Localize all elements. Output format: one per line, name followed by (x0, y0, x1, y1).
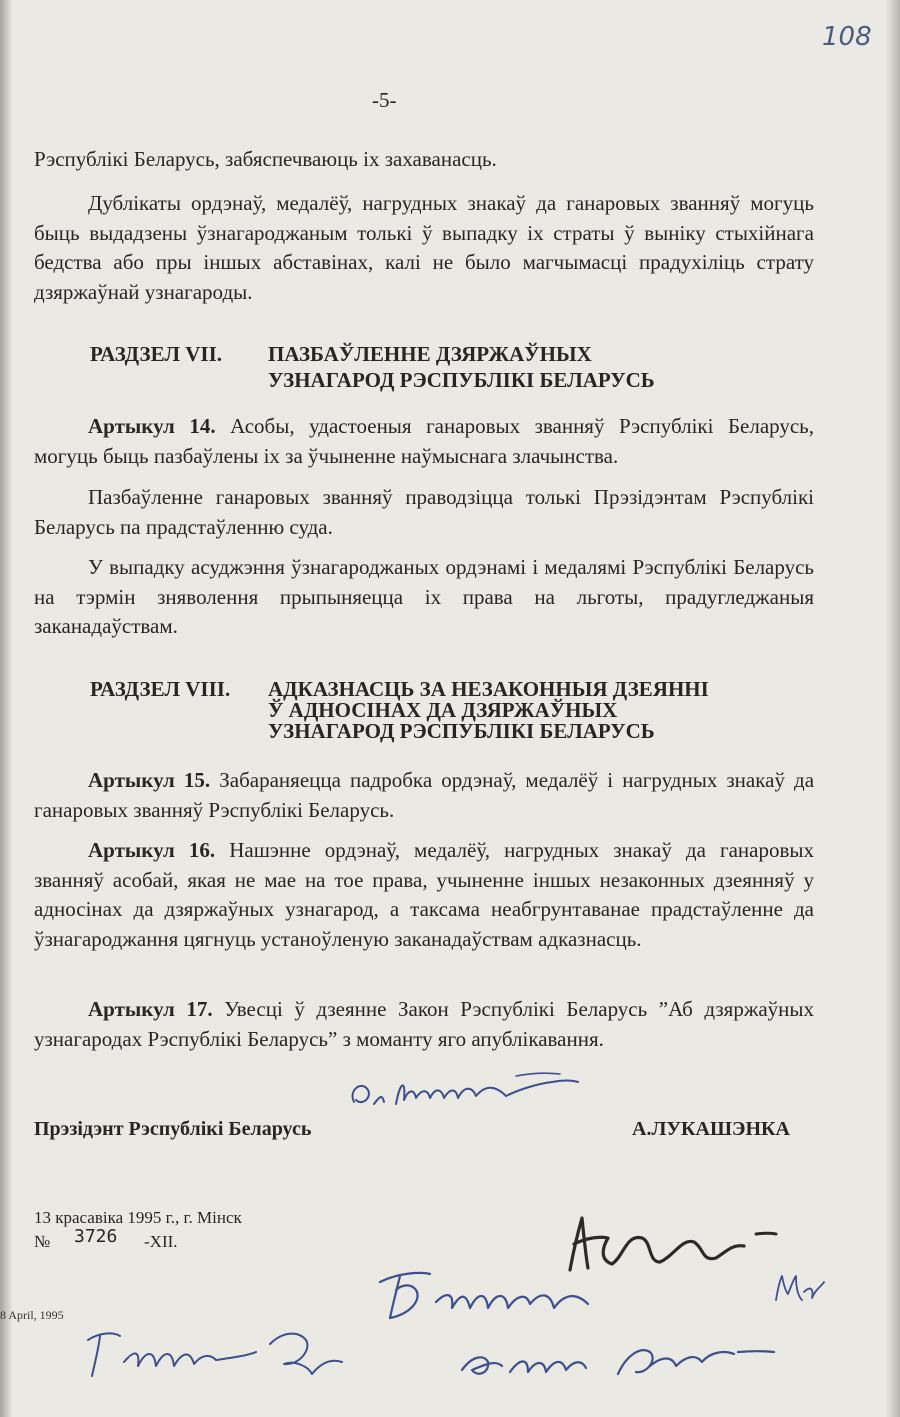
paragraph (34, 553, 814, 642)
section-heading (0, 341, 900, 401)
stamp-date: 8 April, 1995 (0, 1308, 64, 1322)
signatory-title: Прэзідэнт Рэспублікі Беларусь (34, 1118, 312, 1140)
article (34, 836, 814, 954)
handwritten-initials (770, 1270, 830, 1310)
section-heading (0, 676, 900, 756)
president-signature (346, 1070, 586, 1120)
section-title-line: ПАЗБАЎЛЕННЕ ДЗЯРЖАЎНЫХ (268, 342, 592, 366)
registration-number: 3726 (74, 1226, 118, 1247)
signatory-name: А.ЛУКАШЭНКА (632, 1118, 790, 1140)
registration-label: № (34, 1232, 51, 1251)
article-label: Артыкул 14. (88, 414, 216, 438)
article (34, 412, 814, 471)
article-text: Нашэнне ордэнаў, медалёў, нагрудных знакаў да ганаровых званняў асобай, якая не мае на тое права, учыненне іншых незаконных дзеянняў у адносінах да дзяржаўных узнагарод, а таксама неабгрунтаванае прадстаўленне да ўзнагароджання цягнуць устаноўленую заканадаўствам адказнасць. (34, 838, 814, 951)
paragraph (34, 189, 814, 307)
article (34, 995, 814, 1054)
handwritten-signature (80, 1320, 360, 1390)
article-text: Увесці ў дзеянне Закон Рэспублікі Беларусь ”Аб дзяржаўных узнагародах Рэспублікі Беларусь” з моманту яго апублікавання. (34, 997, 815, 1051)
article-label: Артыкул 17. (88, 997, 213, 1021)
article-label: Артыкул 15. (88, 768, 211, 792)
section-title-line: АДКАЗНАСЦЬ ЗА НЕЗАКОННЫЯ ДЗЕЯННІ (268, 677, 709, 701)
section-title-line: УЗНАГАРОД РЭСПУБЛІКІ БЕЛАРУСЬ (268, 719, 655, 743)
paragraph (34, 483, 814, 542)
paragraph-text: Дублікаты ордэнаў, медалёў, нагрудных знакаў да ганаровых званняў могуць быць выдадзены ўзнагароджаным толькі ў выпадку іх страты ў выніку стыхійнага бедства або пры іншых абставінах, калі не было магчымасці прадухіліць страту дзяржаўнай узнагароды. (34, 191, 814, 304)
handwritten-signature (450, 1330, 790, 1390)
paragraph-text: Рэспублікі Беларусь, забяспечваюць іх захаванасць. (34, 147, 497, 171)
registration-suffix: -XII. (144, 1232, 178, 1251)
handwritten-signature (370, 1264, 610, 1324)
article-label: Артыкул 16. (88, 838, 216, 862)
paragraph-text: Пазбаўленне ганаровых званняў праводзіцца толькі Прэзідэнтам Рэспублікі Беларусь па прадстаўленню суда. (34, 485, 814, 539)
date-place: 13 красавіка 1995 г., г. Мінск (34, 1208, 242, 1227)
section-label: РАЗДЗЕЛ VII. (90, 342, 223, 366)
article-text: Забараняецца падробка ордэнаў, медалёў і нагрудных знакаў да ганаровых званняў Рэспублікі Беларусь. (34, 768, 815, 822)
paragraph-text: У выпадку асуджэння ўзнагароджаных ордэнамі і медалямі Рэспублікі Беларусь на тэрмін зняволення прыпыняецца іх права на льготы, прадугледжаныя заканадаўствам. (34, 555, 814, 638)
paragraph (34, 145, 814, 175)
article (34, 766, 814, 825)
section-label: РАЗДЗЕЛ VIII. (90, 677, 231, 701)
section-title-line: УЗНАГАРОД РЭСПУБЛІКІ БЕЛАРУСЬ (268, 368, 655, 392)
section-title-line: Ў АДНОСІНАХ ДА ДЗЯРЖАЎНЫХ (268, 698, 618, 722)
archive-page-number: 108 (822, 22, 872, 52)
page-number: -5- (372, 88, 397, 112)
article-text: Асобы, удастоеныя ганаровых званняў Рэспублікі Беларусь, могуць быць пазбаўлены іх за ўчыненне наўмыснага злачынства. (34, 414, 815, 468)
